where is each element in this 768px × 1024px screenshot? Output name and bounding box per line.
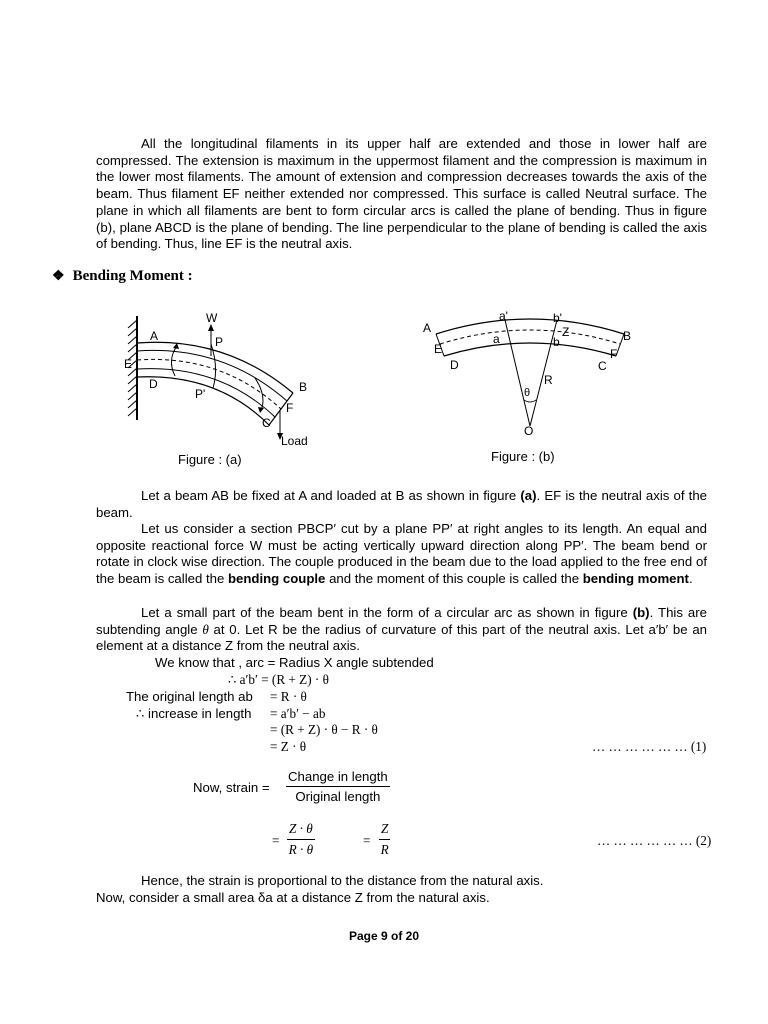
derivation-line-arc: We know that , arc = Radius X angle subtended <box>155 655 434 670</box>
fig-a-label-e: E <box>124 357 133 371</box>
figure-a-caption: Figure : (a) <box>178 452 242 467</box>
fig-b-label-o: O <box>524 424 534 438</box>
fig-b-label-d: D <box>450 358 459 372</box>
fig-b-label-r: R <box>544 373 553 387</box>
fig-b-label-a: A <box>423 321 432 335</box>
equals-sign-a: = <box>272 833 280 848</box>
section-title: Bending Moment : <box>72 268 193 284</box>
equation-tag-2: … … … … … … (2) <box>597 833 712 848</box>
strain-label: Now, strain = <box>193 780 270 795</box>
r-theta-denominator: R · θ <box>288 842 314 857</box>
conclusion-line-2: Now, consider a small area δa at a distance Z from the natural axis. <box>96 890 490 905</box>
derivation-increase-label: ∴ increase in length <box>136 706 252 721</box>
figure-b-arc-diagram <box>420 308 645 438</box>
derivation-line-a-b-prime: ∴ a′b′ = (R + Z) · θ <box>228 672 329 687</box>
strain-numerator: Change in length <box>286 769 390 787</box>
fig-b-label-b-prime: b' <box>553 311 562 325</box>
fig-b-label-b: B <box>623 329 632 343</box>
conclusion-line-1: Hence, the strain is proportional to the distance from the natural axis. <box>141 873 544 888</box>
derivation-result-eq: = Z · θ <box>270 739 307 754</box>
r-denominator: R <box>380 842 389 857</box>
figure-a-cantilever-diagram <box>115 308 330 448</box>
fig-b-label-f: F <box>610 347 618 361</box>
fig-b-label-small-b: b <box>553 335 560 349</box>
fig-a-label-d: D <box>149 377 158 391</box>
z-theta-numerator: Z · θ <box>287 821 315 840</box>
section-heading <box>52 268 193 285</box>
fig-b-label-theta: θ <box>524 387 531 399</box>
z-r-fraction <box>379 821 390 858</box>
derivation-expand-eq: = (R + Z) · θ − R · θ <box>270 722 378 737</box>
z-theta-fraction <box>287 821 315 858</box>
fig-b-label-a-prime: a' <box>499 309 508 323</box>
equals-sign-b: = <box>363 833 371 848</box>
derivation-original-length-label: The original length ab <box>126 689 253 704</box>
strain-denominator: Original length <box>295 789 381 804</box>
intro-paragraph: All the longitudinal filaments in its upper half are extended and those in lower half are compressed. The extension is maximum in the uppermost filament and the compression is maximum in the lower most filaments. The amount of extension and compression decreases towards the axis of the beam. Thus filament EF neither extended nor compressed. This surface is called Neutral surface. The plane in which all filaments are bent to form circular arcs is called the plane of bending. Thus in figure (b), plane ABCD is the plane of bending. The line perpendicular to the plane of bending is called the axis of bending. Thus, line EF is the neutral axis. <box>96 136 707 252</box>
derivation-original-length-eq: = R · θ <box>270 689 307 704</box>
paragraph-circular-arc: Let a small part of the beam bent in the form of a circular arc as shown in figure (b). This are subtending angle θ at 0. Let R be the radius of curvature of this part of the neutral axis. Let a′b′ be an element at a distance Z from the neutral axis. <box>96 605 707 654</box>
fig-b-label-c: C <box>598 359 607 373</box>
z-numerator: Z <box>379 821 390 840</box>
fig-a-label-load: Load <box>281 434 308 448</box>
fig-b-label-e: E <box>434 342 443 356</box>
strain-fraction <box>286 769 390 804</box>
page-number-footer: Page 9 of 20 <box>348 929 420 943</box>
fig-a-label-f: F <box>286 401 294 415</box>
paragraph-section-pbcp: Let us consider a section PBCP′ cut by a plane PP′ at right angles to its length. An equal and opposite reactional force W must be acting vertically upward direction along PP′. The beam bend or rotate in clock wise direction. The couple produced in the beam due to the load applied to the free end of the beam is called the bending couple and the moment of this couple is called the bending moment. <box>96 521 707 587</box>
derivation-increase-eq: = a′b′ − ab <box>270 706 326 721</box>
fig-a-label-w: W <box>206 311 218 325</box>
fig-b-label-small-a: a <box>493 332 500 346</box>
fig-a-label-p-prime: P' <box>195 387 206 401</box>
fig-a-label-c: C <box>262 416 271 430</box>
figure-b-caption: Figure : (b) <box>491 449 555 464</box>
fig-a-label-a: A <box>150 329 159 343</box>
paragraph-beam-fixed: Let a beam AB be fixed at A and loaded at B as shown in figure (a). EF is the neutral axis of the beam. <box>96 488 708 520</box>
equation-tag-1: … … … … … … (1) <box>592 739 707 754</box>
diamond-bullet-icon: ❖ <box>52 269 65 284</box>
fig-a-label-p: P <box>215 335 224 349</box>
fig-b-label-z: Z <box>562 325 570 339</box>
fig-a-label-b: B <box>299 380 308 394</box>
